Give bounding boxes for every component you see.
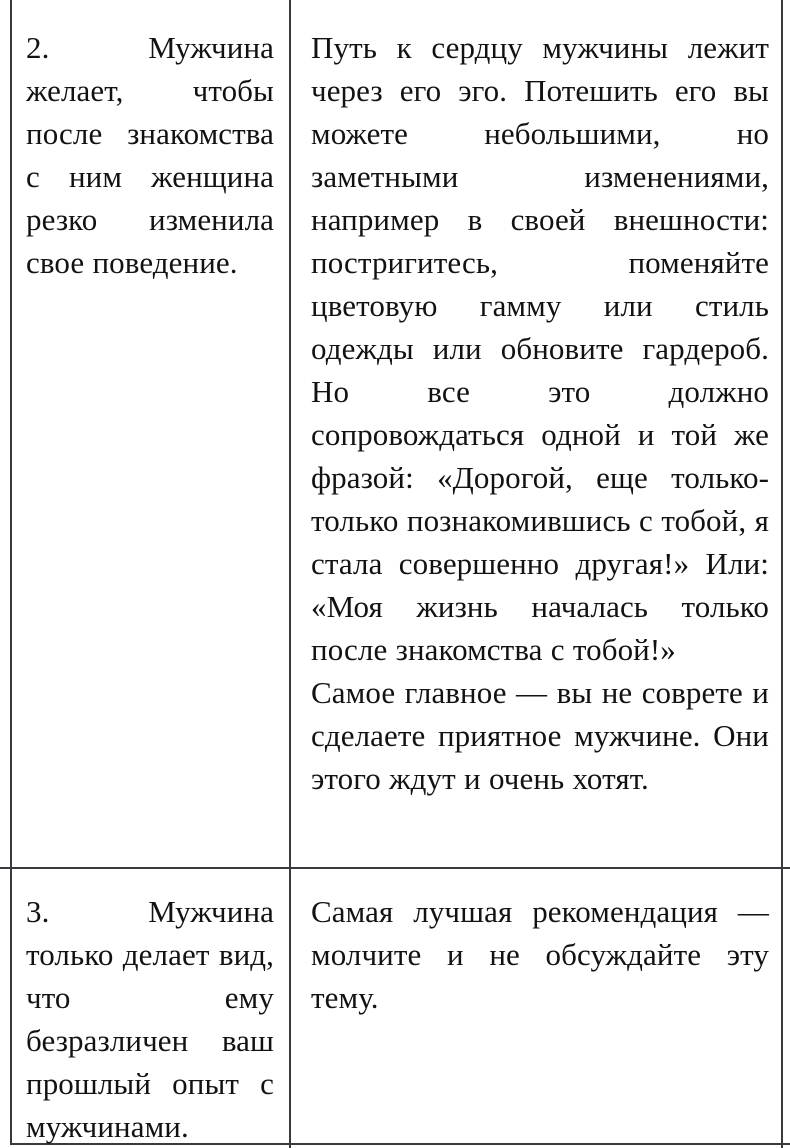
row2-right-paragraph-2: Самое главное — вы не соврете и сделаете приятное мужчине. Они этого ждут и очень хотят. (311, 675, 769, 796)
table-cell-row2-left (11, 26, 288, 284)
table-cell-row2-right (291, 26, 781, 800)
row3-right-paragraph-1: Самая лучшая рекомендация — молчите и не обсуждайте эту тему. (311, 894, 769, 1015)
row2-left-text: 2. Мужчина желает, чтобы после знакомства с ним женщина резко изменила свое поведение. (26, 30, 274, 280)
row3-left-text: 3. Мужчина только делает вид, что ему безразличен ваш прошлый опыт с мужчинами. (26, 894, 274, 1144)
table-right-border (781, 0, 783, 1148)
table-row-divider (0, 867, 790, 869)
table-cell-row3-left (11, 890, 288, 1148)
row2-right-paragraph-1: Путь к сердцу мужчины лежит через его эго. Потешить его вы можете небольшими, но заметными изменениями, например в своей внешности: постригитесь, поменяйте цветовую гамму или стиль одежды или обновите гардероб. Но все это должно сопровождаться одной и той же фразой: «Дорогой, еще только-только познакомившись с тобой, я стала совершенно другая!» Или: «Моя жизнь началась только после знакомства с тобой!» (311, 30, 769, 667)
table-cell-row3-right (291, 890, 781, 1019)
